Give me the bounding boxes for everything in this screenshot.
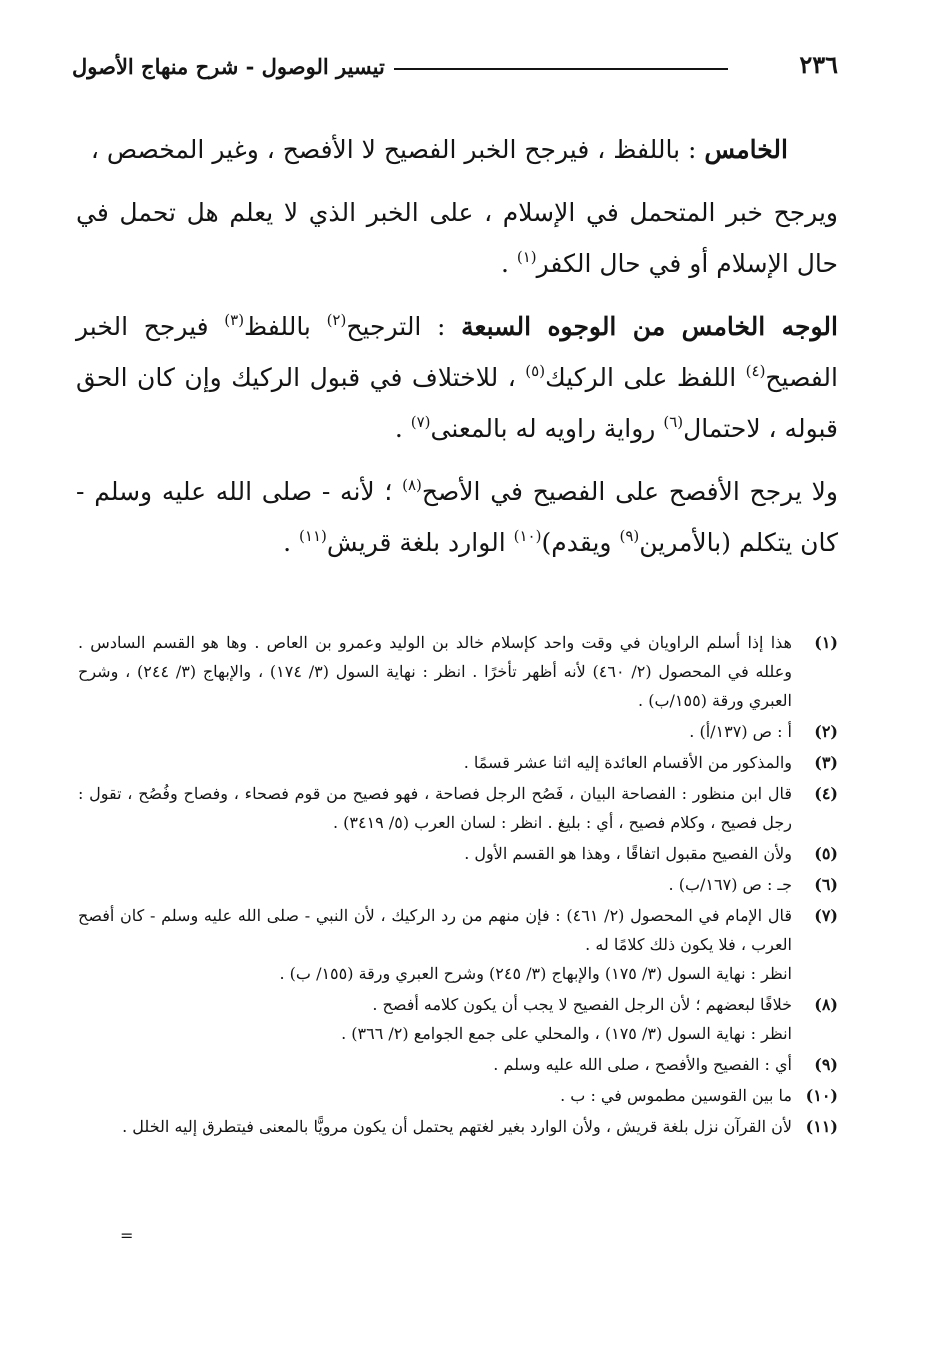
footnote-ref-5[interactable]: (٥) [525,362,546,380]
footnote-3 [78,748,838,777]
footnote-10 [78,1081,838,1110]
paragraph-3-lead: الوجه الخامس من الوجوه السبعة [461,312,838,341]
footnote-text: أ : ص (١٣٧/أ) . [689,722,792,741]
footnote-number: (٢) [814,722,838,741]
footnote-reference-line: انظر : نهاية السول (٣/ ١٧٥) والإبهاج (٣/ ٢٤٥) وشرح العبري ورقة (١٥٥/ ب) . [279,964,792,983]
footnote-ref-2[interactable]: (٢) [326,311,347,329]
paragraph-1-text: : باللفظ ، فيرجح الخبر الفصيح لا الأفصح ، وغير المخصص ، [90,135,705,164]
footnote-4 [78,779,838,837]
footnote-ref-3[interactable]: (٣) [224,311,245,329]
footnote-text: ولأن الفصيح مقبول اتفاقًا ، وهذا هو القسم الأول . [464,844,792,863]
page-number: ٢٣٦ [799,50,838,79]
footnote-number: (٩) [814,1055,838,1074]
footnote-ref-7[interactable]: (٧) [410,413,431,431]
footnote-text: لأن القرآن نزل بلغة قريش ، ولأن الوارد بغير لغتهم يحتمل أن يكون مرويًّا بالمعنى فيتطرق إليه الخلل . [122,1117,792,1136]
footnote-number: (٥) [814,844,838,863]
footnote-9 [78,1050,838,1079]
footnote-ref-4[interactable]: (٤) [745,362,766,380]
footnote-text: قال الإمام في المحصول (٢/ ٤٦١) : فإن منهم من رد الركيك ، لأن النبي - صلى الله عليه وسلم - كان أفصح العرب ، فلا يكون ذلك كلامًا له . [78,906,792,954]
footnote-2 [78,717,838,746]
footnote-ref-11[interactable]: (١١) [299,527,327,545]
paragraph-2: ويرجح خبر المتحمل في الإسلام ، على الخبر الذي لا يعلم هل تحمل في حال الإسلام أو في حال الكفر$^{(١)}$ . [76,198,838,278]
footnote-text: هذا إذا أسلم الراويان في وقت واحد كإسلام خالد بن الوليد وعمرو بن العاص . وها هو القسم السادس . وعلله في المحصول (٢/ ٤٦٠) لأنه أظهر تأخرًا . انظر : نهاية السول (٣/ ١٧٤) ، والإبهاج (٣/ ٢٤٤) ، وشرح العبري ورقة (١٥٥/ب) . [78,633,793,710]
footnote-7 [78,901,838,988]
footnote-text: أي : الفصيح والأفصح ، صلى الله عليه وسلم . [493,1055,792,1074]
paragraph-3: الوجه الخامس من الوجوه السبعة : الترجيح$^{(٢)}$ باللفظ$^{(٣)}$ فيرجح الخبر الفصيح$^{(٤)}$ اللفظ على الركيك$^{(٥)}$ ، للاختلاف في قبول الركيك وإن كان الحق قبوله ، لاحتمال$^{(٦)}$ رواية راويه له بالمعنى$^{(٧)}$ . [76,311,838,443]
footnote-ref-6[interactable]: (٦) [663,413,684,431]
footnotes [78,628,838,1143]
footnote-number: (٣) [814,753,838,772]
footnote-11 [78,1112,838,1141]
footnote-ref-1[interactable]: (١) [516,248,537,266]
paragraph-1-lead: الخامس [704,135,788,164]
footnote-ref-10[interactable]: (١٠) [513,527,542,545]
footnote-number: (٤) [814,784,838,803]
footnote-6 [78,870,838,899]
footnote-number: (٧) [814,906,838,925]
footnote-number: (١) [814,633,838,652]
footnote-5 [78,839,838,868]
footnote-ref-9[interactable]: (٩) [619,527,640,545]
footnote-text: والمذكور من الأقسام العائدة إليه اثنا عشر قسمًا . [463,753,792,772]
footnote-number: (١٠) [805,1086,838,1105]
footnote-text: جـ : ص (١٦٧/ب) . [668,875,792,894]
footnote-8 [78,990,838,1048]
footnote-number: (٦) [814,875,838,894]
footnote-ref-8[interactable]: (٨) [402,476,422,494]
footnote-text: قال ابن منظور : الفصاحة البيان ، فَصُح الرجل فصاحة ، فهو فصيح من قوم فصحاء ، وفصاح وفُصُح ، تقول : رجل فصيح ، وكلام فصيح ، أي : بليغ . انظر : لسان العرب (٥/ ٣٤١٩) . [78,784,792,832]
continuation-mark: = [120,1226,134,1245]
footnote-text: خلافًا لبعضهم ؛ لأن الرجل الفصيح لا يجب أن يكون كلامه أفصح . [372,995,792,1014]
paragraph-4: ولا يرجح الأفصح على الفصيح في الأصح$^{(٨)}$ ؛ لأنه - صلى الله عليه وسلم - كان يتكلم (بالأمرين$^{(٩)}$ ويقدم)$^{(١٠)}$ الوارد بلغة قريش$^{(١١)}$ . [76,476,838,557]
footnote-number: (٨) [814,995,838,1014]
book-title: تيسير الوصول - شرح منهاج الأصول [72,54,385,79]
main-text [76,124,838,580]
footnote-reference-line: انظر : نهاية السول (٣/ ١٧٥) ، والمحلي على جمع الجوامع (٢/ ٣٦٦) . [341,1024,792,1043]
paragraph-1 [76,124,838,175]
header-rule [394,68,728,70]
footnote-number: (١١) [805,1117,838,1136]
footnote-1 [78,628,838,715]
footnote-text: ما بين القوسين مطموس في : ب . [560,1086,792,1105]
page-header [72,50,838,90]
